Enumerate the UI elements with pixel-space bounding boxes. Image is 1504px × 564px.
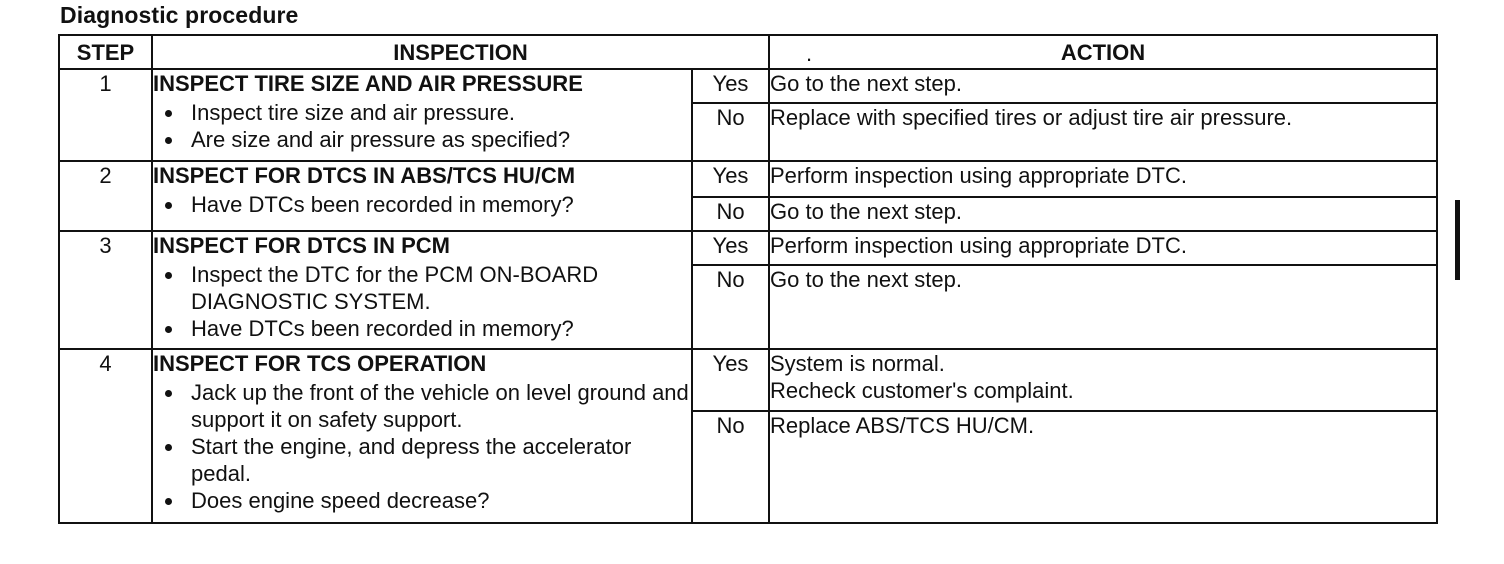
no-action: Go to the next step. xyxy=(769,265,1437,349)
step-number: 2 xyxy=(59,161,152,231)
bullet-item: Have DTCs been recorded in memory? xyxy=(153,191,691,218)
no-label: No xyxy=(692,197,769,231)
yes-label: Yes xyxy=(692,231,769,265)
inspection-cell xyxy=(152,231,692,349)
step-number: 1 xyxy=(59,69,152,161)
table-row xyxy=(59,231,1437,265)
bullet-item: Are size and air pressure as specified? xyxy=(153,126,691,153)
inspection-heading: INSPECT FOR TCS OPERATION xyxy=(153,351,487,376)
yes-action-line: Recheck customer's complaint. xyxy=(770,378,1074,403)
step-number: 3 xyxy=(59,231,152,349)
no-label: No xyxy=(692,265,769,349)
yes-label: Yes xyxy=(692,161,769,197)
yes-action: Perform inspection using appropriate DTC. xyxy=(769,231,1437,265)
header-row xyxy=(59,35,1437,69)
no-action: Replace with specified tires or adjust tire air pressure. xyxy=(769,103,1437,161)
inspection-bullets xyxy=(153,379,691,514)
no-action: Go to the next step. xyxy=(769,197,1437,231)
inspection-heading: INSPECT FOR DTCS IN ABS/TCS HU/CM xyxy=(153,163,576,188)
no-label: No xyxy=(692,103,769,161)
table-row xyxy=(59,161,1437,197)
page-title: Diagnostic procedure xyxy=(60,2,299,28)
diagnostic-table xyxy=(58,34,1438,524)
yes-label: Yes xyxy=(692,349,769,411)
inspection-heading: INSPECT TIRE SIZE AND AIR PRESSURE xyxy=(153,71,583,96)
yes-action: Perform inspection using appropriate DTC. xyxy=(769,161,1437,197)
bullet-item: Jack up the front of the vehicle on level ground and support it on safety support. xyxy=(153,379,691,433)
header-inspection: INSPECTION xyxy=(152,35,769,69)
yes-action-line: System is normal. xyxy=(770,351,945,376)
bullet-item: Inspect tire size and air pressure. xyxy=(153,99,691,126)
bullet-item: Does engine speed decrease? xyxy=(153,487,691,514)
inspection-bullets xyxy=(153,261,691,342)
yes-label: Yes xyxy=(692,69,769,103)
no-label: No xyxy=(692,411,769,523)
inspection-cell xyxy=(152,161,692,231)
margin-change-bar xyxy=(1455,200,1460,280)
table-row xyxy=(59,69,1437,103)
header-action-label: ACTION xyxy=(1060,39,1146,65)
header-action xyxy=(769,35,1437,69)
no-action: Replace ABS/TCS HU/CM. xyxy=(769,411,1437,523)
inspection-heading: INSPECT FOR DTCS IN PCM xyxy=(153,233,451,258)
inspection-cell xyxy=(152,69,692,161)
header-dot: . xyxy=(806,41,813,66)
inspection-cell xyxy=(152,349,692,523)
table-row xyxy=(59,349,1437,411)
step-number: 4 xyxy=(59,349,152,523)
yes-action: Go to the next step. xyxy=(769,69,1437,103)
header-step: STEP xyxy=(59,35,152,69)
yes-action xyxy=(769,349,1437,411)
bullet-item: Inspect the DTC for the PCM ON-BOARD DIAGNOSTIC SYSTEM. xyxy=(153,261,691,315)
bullet-item: Have DTCs been recorded in memory? xyxy=(153,315,691,342)
inspection-bullets xyxy=(153,191,691,218)
bullet-item: Start the engine, and depress the accelerator pedal. xyxy=(153,433,691,487)
inspection-bullets xyxy=(153,99,691,153)
